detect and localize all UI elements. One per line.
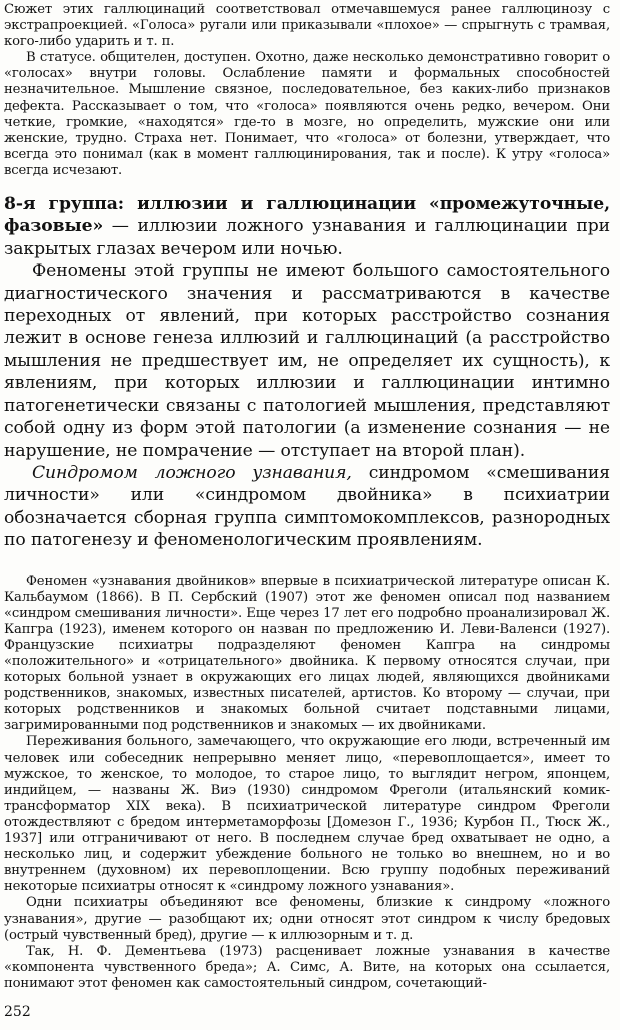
note-paragraph: Переживания больного, замечающего, что окружающие его люди, встреченный им человек или собеседник непрерывно меняет лицо, «перевоплощается», имеет то мужское, то женское, то молодое, то старое лицо, то выглядит негром, японцем, индийцем, — названы Ж. Виэ (1930) синдромом Фреголи (итальянский комик-трансформатор XIX века). В психиатрической литературе синдром Фреголи отождествляют с бредом интерметаморфозы [Домезон Г., 1936; Курбон П., Тюск Ж., 1937] или отграничивают от него. В последнем случае бред охватывает не одно, а несколько лиц, и содержит убеждение больного не только во внешнем, но и во внутреннем (духовном) их перевоплощении. Всю группу подобных переживаний некоторые психиатры относят к «синдрому ложного узнавания». bbox=[4, 734, 610, 895]
note-paragraph: Одни психиатры объединяют все феномены, близкие к синдрому «ложного узнавания», другие — разобщают их; одни относят этот синдром к числу бредовых (острый чувственный бред), другие — к иллюзорным и т. д. bbox=[4, 895, 610, 943]
body-paragraph: Феномены этой группы не имеют большого самостоятельного диагностического значения и рассматриваются в качестве переходных от явлений, при которых расстройство сознания лежит в основе генеза иллюзий и галлюцинаций (а расстройство мышления не предшествует им, не определяет их сущность), к явлениям, при которых иллюзии и галлюцинации интимно патогенетически связаны с патологией мышления, представляют собой одну из форм этой патологии (а изменение сознания — не нарушение, не помрачение — отступает на второй план). bbox=[4, 261, 610, 461]
section-heading: 8-я группа: иллюзии и галлюцинации «промежуточные, фазовые» bbox=[4, 194, 610, 237]
body-paragraph bbox=[4, 462, 610, 552]
page-number: 252 bbox=[4, 1004, 31, 1020]
section-heading-description: — иллюзии ложного узнавания и галлюцинации при закрытых глазах вечером или ночью. bbox=[4, 216, 610, 259]
body-paragraph-text: синдромом «смешивания личности» или «синдромом двойника» в психиатрии обозначается сборная группа симптомокомплексов, разнородных по патогенезу и феноменологическим проявлениям. bbox=[4, 462, 610, 551]
italic-term: Синдромом ложного узнавания, bbox=[32, 462, 352, 483]
note-paragraph: Феномен «узнавания двойников» впервые в психиатрической литературе описан К. Кальбаумом (1866). В П. Сербский (1907) этот же феномен описал под названием «синдром смешивания личности». Еще через 17 лет его подробно проанализировал Ж. Капгра (1923), именем которого он назван по предложению И. Леви-Валенси (1927). Французские психиатры подразделяют феномен Капгра на синдромы «положительного» и «отрицательного» двойника. К первому относятся случаи, при которых больной узнает в окружающих его лицах людей, являющихся двойниками родственников, знакомых, известных писателей, артистов. Ко второму — случаи, при которых родственников и знакомых больной считает подставными лицами, загримированными под родственников и знакомых — их двойниками. bbox=[4, 573, 610, 734]
case-text-paragraph: Сюжет этих галлюцинаций соответствовал отмечавшемуся ранее галлюцинозу с экстрапроекцией. «Голоса» ругали или приказывали «плохое» — спрыгнуть с трамвая, кого-либо ударить и т. п. bbox=[4, 2, 610, 50]
case-status-paragraph: В статусе. общителен, доступен. Охотно, даже несколько демонстративно говорит о «голосах» внутри головы. Ослабление памяти и формальных способностей незначительное. Мышление связное, последовательное, без каких-либо признаков дефекта. Рассказывает о том, что «голоса» появляются очень редко, вечером. Они четкие, громкие, «находятся» где-то в мозге, но определить, мужские они или женские, трудно. Страха нет. Понимает, что «голоса» от болезни, утверждает, что всегда это понимал (как в момент галлюцинирования, так и после). К утру «голоса» всегда исчезают. bbox=[4, 50, 610, 178]
note-paragraph: Так, Н. Ф. Дементьева (1973) расценивает ложные узнавания в качестве «компонента чувственного бреда»; А. Симс, А. Вите, на которых она ссылается, понимают этот феномен как самостоятельный синдром, сочетающий- bbox=[4, 943, 610, 991]
group-heading-paragraph bbox=[4, 193, 610, 260]
